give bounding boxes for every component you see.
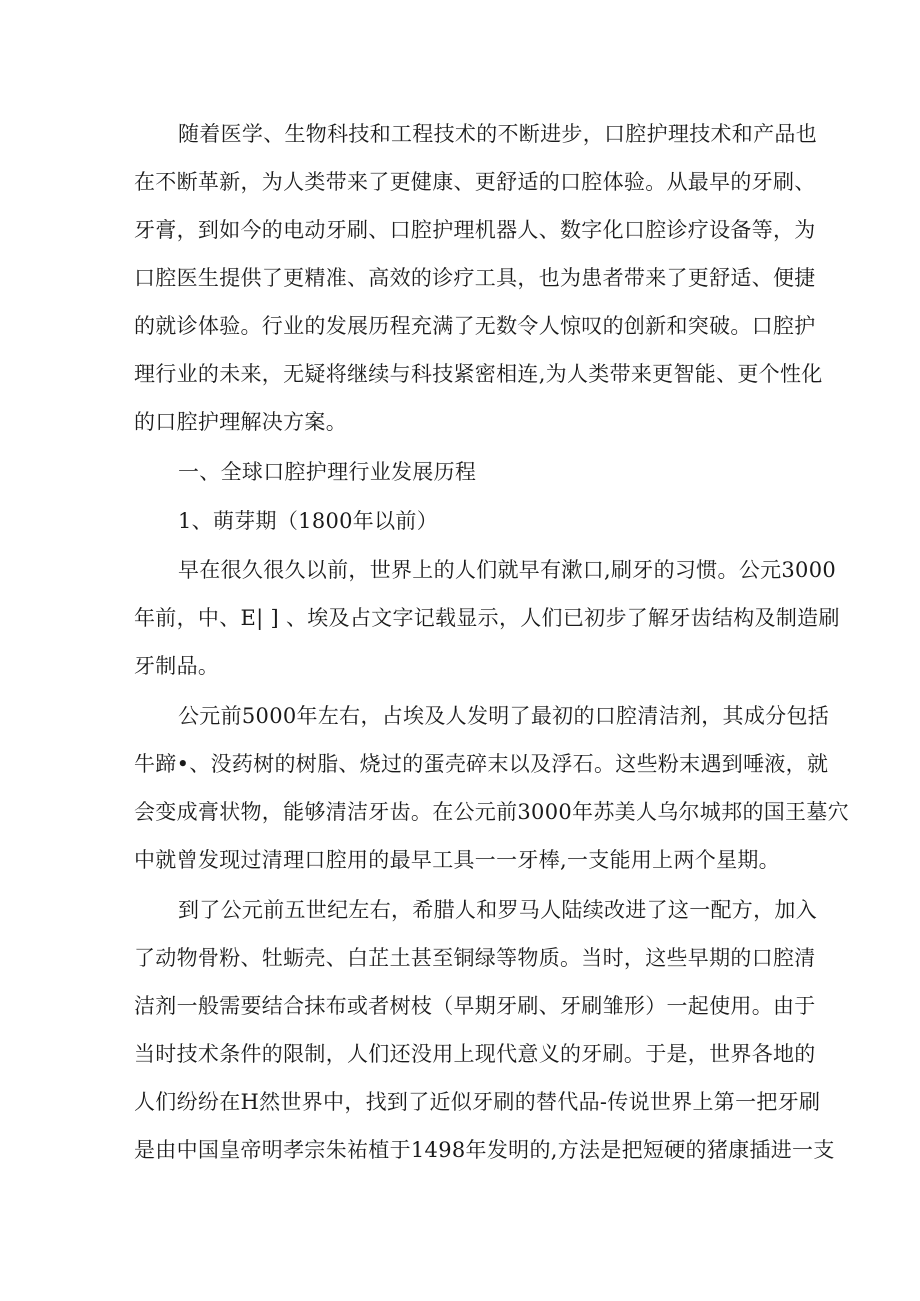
text-line: 牙制品。 (134, 654, 220, 678)
text-line: 当时技术条件的限制，人们还没用上现代意义的牙刷。于是，世界各地的 (134, 1042, 816, 1066)
text-line: 口腔医生提供了更精准、高效的诊疗工具，也为患者带来了更舒适、便捷 (134, 266, 816, 290)
text-line: 早在很久很久以前，世界上的人们就早有漱口,刷牙的习惯。公元3000 (178, 558, 837, 582)
text-line: 了动物骨粉、牡蛎壳、白芷土甚至铜绿等物质。当时，这些早期的口腔清 (134, 946, 816, 970)
text-line: 洁剂一般需要结合抹布或者树枝（早期牙刷、牙刷雏形）一起使用。由于 (134, 994, 816, 1018)
text-line: 牙膏，到如今的电动牙刷、口腔护理机器人、数字化口腔诊疗设备等，为 (134, 218, 816, 242)
text-line: 随着医学、生物科技和工程技术的不断进步，口腔护理技术和产品也 (178, 122, 817, 146)
text-line: 的口腔护理解决方案。 (134, 410, 347, 434)
subsection-heading: 1、萌芽期（1800年以前） (178, 509, 439, 533)
text-line: 牛蹄•、没药树的树脂、烧过的蛋壳碎末以及浮石。这些粉末遇到唾液，就 (134, 752, 829, 776)
text-line: 的就诊体验。行业的发展历程充满了无数令人惊叹的创新和突破。口腔护 (134, 314, 816, 338)
text-line: 年前，中、E| ] 、埃及占文字记载显示，人们已初步了解牙齿结构及制造刷 (134, 606, 840, 630)
text-line: 是由中国皇帝明孝宗朱祐植于1498年发明的,方法是把短硬的猪康插进一支 (134, 1138, 835, 1162)
text-line: 中就曾发现过清理口腔用的最早工具一一牙棒,一支能用上两个星期。 (134, 848, 780, 872)
text-line: 在不断革新，为人类带来了更健康、更舒适的口腔体验。从最早的牙刷、 (134, 170, 816, 194)
section-heading: 一、全球口腔护理行业发展历程 (178, 460, 477, 484)
text-line: 人们纷纷在H然世界中，找到了近似牙刷的替代品-传说世界上第一把牙刷 (134, 1090, 821, 1114)
text-line: 公元前5000年左右，占埃及人发明了最初的口腔清洁剂，其成分包括 (178, 704, 830, 728)
text-line: 到了公元前五世纪左右，希腊人和罗马人陆续改进了这一配方，加入 (178, 898, 817, 922)
text-line: 会变成膏状物，能够清洁牙齿。在公元前3000年苏美人乌尔城邦的国王墓穴 (134, 800, 849, 824)
text-line: 理行业的未来，无疑将继续与科技紧密相连,为人类带来更智能、更个性化 (134, 362, 823, 386)
